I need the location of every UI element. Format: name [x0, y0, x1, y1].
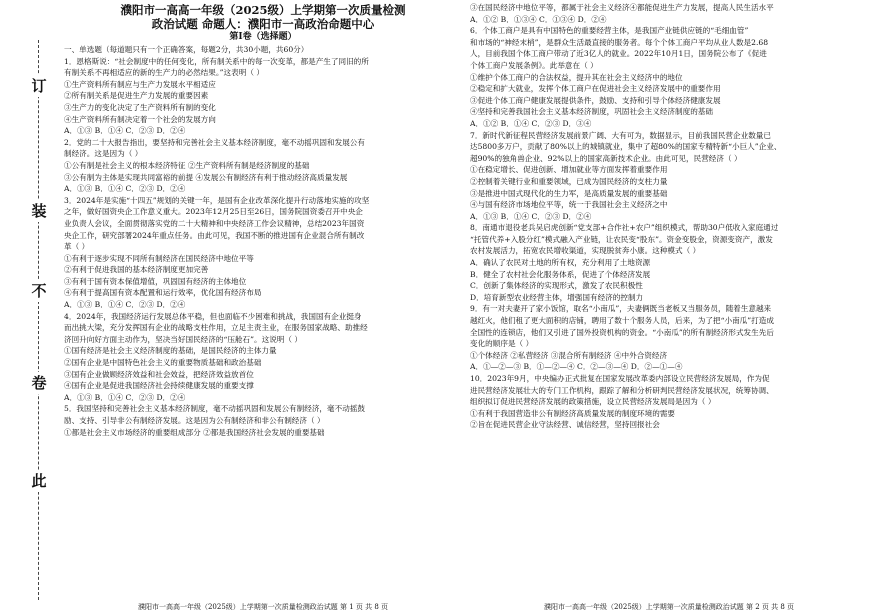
question-line: ①有利于我国营造非公有制经济高质量发展的制度环境的需要 [470, 408, 676, 418]
question-line: 进民营经济发展壮大的专门工作机构，跟踪了解和分析研判民营经济发展状况，统筹协调、 [470, 385, 774, 395]
question-line: 5．我国坚持和完善社会主义基本经济制度，毫不动摇巩固和发展公有制经济，毫不动摇鼓 [64, 404, 365, 414]
question-line: ③是推进中国式现代化的生力军，是高质量发展的重要基础 [470, 188, 668, 198]
question-line: A．①③ B．①④ C．②③ D．②④ [64, 300, 186, 310]
page-footer: 濮阳市一高高一年级（2025级）上学期第一次质量检测政治试题 第 2 页 共 8 页 [543, 603, 795, 612]
binding-char: 装 [31, 202, 47, 220]
question-line: ④坚持和完善我国社会主义基本经济制度，巩固社会主义经济制度的基础 [470, 107, 713, 117]
question-line: 一、单选题（每道题只有一个正确答案，每题2分，共30小题，共60分） [64, 45, 309, 54]
question-line: 有制关系不再相适应的新的生产力的必然结果。”这表明（ ） [64, 68, 264, 78]
question-line: A．①② B．①④ C．②③ D．③④ [470, 118, 592, 128]
question-line: 济回升向好方面主动作为，坚决当好国民经济的“压舱石”。这说明（ ） [64, 334, 302, 344]
question-line: B．健全了农村社会化服务体系，促进了个体经济发展 [470, 269, 651, 279]
exam-page-2 [470, 0, 868, 614]
binding-char: 卷 [31, 374, 47, 392]
question-line: ①生产资料所有制应与生产力发展水平相适应 [64, 79, 216, 89]
question-line: “托管代养+入股分红”模式融入产业链，让农民变“股东”。资金变股金，资源变资产，激发 [470, 234, 773, 244]
question-line: C．创新了集体经济的实现形式，激发了农民积极性 [470, 281, 643, 291]
question-line: ①在稳定增长、促进创新、增加就业等方面发挥着重要作用 [470, 165, 668, 175]
exam-title: 濮阳市一高高一年级（2025级）上学期第一次质量检测 [120, 3, 406, 17]
question-line: ①国有经济是社会主义经济制度的基础，是国民经济的主体力量 [64, 346, 277, 356]
question-line: 2．党的二十大报告指出，要坚持和完善社会主义基本经济制度，毫不动摇巩固和发展公有 [64, 137, 365, 147]
question-line: 越红火，他们租了更大面积的店铺，聘用了数十个服务人员，后来，为了把“小南瓜”打造成 [470, 316, 774, 326]
question-line: ③有利于国有资本保值增值，巩固国有经济的主体地位 [64, 276, 247, 286]
question-line: ④国有企业是促进我国经济社会持续健康发展的重要支撑 [64, 381, 254, 391]
question-line: 制经济。这是因为（ ） [64, 149, 143, 159]
question-line: ③促进个体工商户健康发展提供条件，鼓励、支持和引导个体经济健康发展 [470, 95, 721, 105]
question-line: 励、支持、引导非公有制经济发展。这是因为公有制经济和非公有制经济（ ） [64, 416, 325, 425]
question-line: A．①③ B．①④ C．②③ D．②④ [470, 211, 592, 221]
question-line: 3．2024年是实施“十四五”规划的关键一年，是国有企业改革深化提升行动落地实施的攻坚 [64, 195, 370, 205]
question-line: 9．有一对夫妻开了家小饭馆，取名“小南瓜”，夫妻俩既当老板又当服务员，随着生意越来 [470, 304, 772, 314]
question-line: 变化的顺序是（ ） [470, 339, 534, 349]
question-line: D．培育新型农业经营主体，增强国有经济的控制力 [470, 292, 644, 302]
question-line: ①维护个体工商户的合法权益，提升其在社会主义经济中的地位 [470, 72, 683, 82]
binding-char: 不 [31, 282, 47, 300]
question-line: 10．2023年9月，中央编办正式批复在国家发展改革委内部设立民营经济发展局，作为促 [470, 374, 770, 383]
question-line: ③国有企业做顾经济效益和社会效益，把经济效益放首位 [64, 369, 254, 379]
question-line: A．确认了农民对土地的所有权，充分利用了土地资源 [470, 258, 651, 268]
question-line: ②控制着关键行业和重要领域，已成为国民经济的支柱力量 [470, 176, 668, 186]
binding-char: 此 [31, 472, 47, 490]
binding-char: 订 [31, 77, 47, 95]
question-line: ③在国民经济中地位平等，都属于社会主义经济④都能促进生产力发展，提高人民生活水平 [470, 3, 774, 12]
question-line: ②旨在促进民营企业守法经营、诚信经营，坚持回报社会 [470, 420, 660, 430]
question-line: A．①③ B．①④ C．②③ D．②④ [64, 392, 186, 402]
binding-margin [0, 0, 62, 614]
question-line: 超90%的独角兽企业、92%以上的国家高新技术企业。由此可见，民营经济（ ） [470, 153, 742, 163]
question-line: 业负责人会议，全面贯彻落实党的二十大精神和中央经济工作会议精神，总结2023年国资 [64, 218, 365, 228]
question-line: 央企工作，研究部署2024年重点任务。由此可见，我国不断的推进国有企业混合所有制改 [64, 230, 365, 240]
question-line: ①公有制是社会主义的根本经济特征 ②生产资料所有制是经济制度的基础 [64, 160, 310, 170]
question-line: ②所有制关系是促进生产力发展的重要因素 [64, 91, 209, 101]
question-line: A．①③ B．①④ C．②③ D．②④ [64, 126, 186, 136]
question-line: ④生产资料所有制决定着一个社会的发展方向 [64, 114, 216, 124]
question-line: 全国性的连锁店，他们又引进了国外投资机构的资金。“小南瓜”的所有制经济形式发生先后 [470, 327, 774, 337]
question-line: ①个体经济 ②私营经济 ③混合所有制经济 ④中外合资经济 [470, 350, 668, 360]
exam-subtitle: 政治试题 命题人：濮阳市一高政治命题中心 [151, 17, 375, 31]
question-line: 之年，做好国资央企工作意义重大。2023年12月25日至26日，国务院国资委召开中央企 [64, 207, 363, 217]
question-line: 达5800多万户，贡献了80%以上的城镇就业，集中了超80%的国家专精特新“小巨人”企业、 [470, 142, 782, 152]
question-line: ④有利于提高国有资本配置和运行效率，优化国有经济布局 [64, 288, 262, 298]
question-line: 人，目前我国个体工商户带动了近3亿人的就业。2022年10月1日，国务院公布了《促进 [470, 49, 767, 59]
binding-dashed-line [38, 40, 39, 600]
question-line: 6．个体工商户是具有中国特色的重要经营主体，是我国产业链供应链的“毛细血管” [470, 26, 749, 36]
question-line: 和市场的“神经末梢”，是群众生活最直接的服务者。每个个体工商户平均从业人数是2.68 [470, 37, 769, 47]
question-line: 组织拟订促进民营经济发展的政策措施，设立民营经济发展局是因为（ ） [470, 397, 716, 407]
question-line: ①都是社会主义市场经济的重要组成部分 ②都是我国经济社会发展的重要基础 [64, 427, 325, 437]
question-line: A．①—②—③ B．①—②—④ C．②—③—④ D．②—①—④ [470, 362, 683, 372]
question-line: ①有利于逐步实现不同所有制经济在国民经济中地位平等 [64, 253, 254, 263]
question-line: ④与国有经济市场地位平等，统一于我国社会主义经济之中 [470, 200, 668, 210]
question-line: ③生产力的变化决定了生产资料所有制的变化 [64, 102, 216, 112]
question-line: ③公有制为主体是实现共同富裕的前提 ④发展公有制经济有利于推动经济高质量发展 [64, 172, 348, 182]
question-line: 4．2024年，我国经济运行发展总体平稳，但也面临不少困难和挑战，我国国有企业挺身 [64, 311, 362, 321]
question-text-block [64, 44, 462, 438]
question-line: A．①③ B．①④ C．②③ D．②④ [64, 184, 186, 194]
question-line: 7．新时代新征程民营经济发展前景广阔、大有可为，数据显示，目前我国民营企业数量已 [470, 130, 771, 140]
question-line: ②稳定和扩大就业，发挥个体工商户在促进社会主义经济发展中的重要作用 [470, 84, 721, 94]
question-line: ②国有企业是中国特色社会主义的重要物质基础和政治基础 [64, 358, 262, 368]
exam-page-1 [64, 0, 462, 614]
question-line: 而出挑大梁，充分发挥国有企业的战略支柱作用，立足主责主业，在服务国家战略、助推经 [64, 323, 368, 333]
section-heading: 第Ⅰ卷（选择题） [229, 32, 297, 42]
question-line: 8．南通市退役老兵吴启虎创新“党支部+合作社+农户”组织模式，帮助30户低收入家庭通过 [470, 223, 779, 233]
question-line: 个体工商户发展条例》。此举意在（ ） [470, 60, 598, 70]
question-line: 农村发展活力，拓宽农民增收渠道，实现脱贫奔小康。这种模式（ ） [470, 246, 701, 256]
question-text-block [470, 2, 868, 431]
question-line: 1．恩格斯说：“社会制度中的任何变化，所有制关系中的每一次变革，都是产生了同旧的所 [64, 56, 369, 66]
question-line: A．①② B．①③④ C．①③④ D．②④ [470, 14, 607, 24]
question-line: 革（ ） [64, 242, 90, 252]
question-line: ②有利于促进我国的基本经济制度更加完善 [64, 265, 209, 275]
page-footer: 濮阳市一高高一年级（2025级）上学期第一次质量检测政治试题 第 1 页 共 8 页 [137, 603, 389, 612]
